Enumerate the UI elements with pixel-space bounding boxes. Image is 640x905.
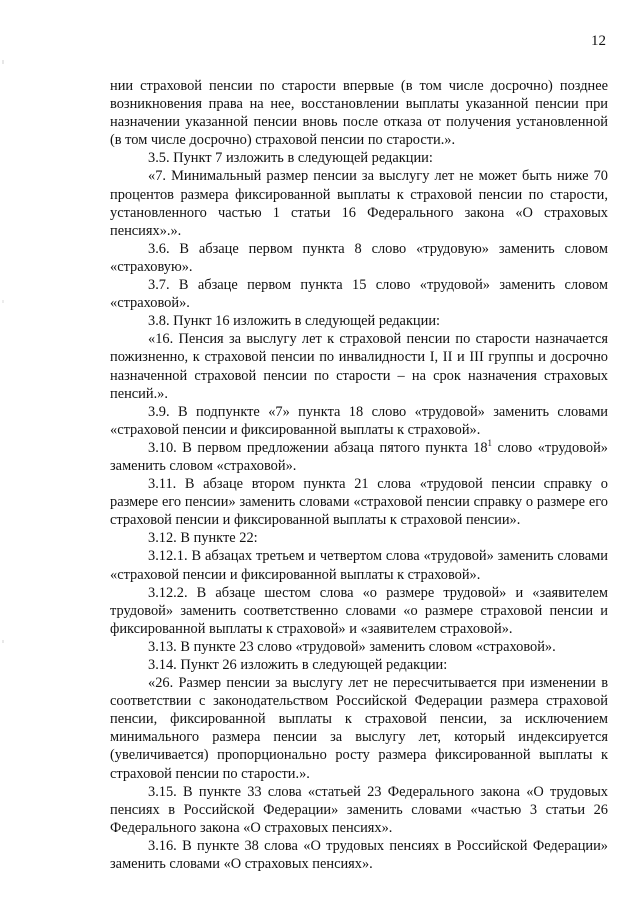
paragraph: 3.12. В пункте 22: — [148, 530, 258, 547]
paragraph: 3.9. В подпункте «7» пункта 18 слово «трудовой» заменить словами «страховой пенсии и фиксированной выплаты к страховой». — [110, 403, 608, 438]
paragraph: 3.7. В абзаце первом пункта 15 слово «трудовой» заменить словом «страховой». — [110, 277, 608, 312]
paragraph: «16. Пенсия за выслугу лет к страховой пенсии по старости назначается пожизненно, к страховой пенсии по инвалидности I, II и III группы и досрочно назначенной страховой пенсии по старости – на срок назначения страховых пенсий.». — [110, 331, 608, 402]
paragraph: нии страховой пенсии по старости впервые (в том числе досрочно) позднее возникновения права на нее, восстановлении выплаты указанной пенсии при назначении указанной пенсии вновь после отказа от получения установленной (в том числе досрочно) страховой пенсии по старости.». — [110, 78, 608, 149]
document-body — [110, 77, 608, 873]
paragraph-3-10 — [110, 439, 608, 475]
paragraph: «26. Размер пенсии за выслугу лет не пересчитывается при изменении в соответствии с законодательством Российской Федерации размера страховой пенсии, фиксированной выплаты к страховой пенсии, за исключением минимального размера пенсии за выслугу лет, который индексируется (увеличивается) пропорционально росту размера фиксированной выплаты к страховой пенсии по старости.». — [110, 675, 608, 782]
paragraph: 3.14. Пункт 26 изложить в следующей редакции: — [148, 657, 448, 673]
paragraph: 3.15. В пункте 33 слова «статьей 23 Федерального закона «О трудовых пенсиях в Российской Федерации» заменить словами «частью 3 статьи 26 Федерального закона «О страховых пенсиях». — [110, 783, 608, 836]
paragraph: 3.12.2. В абзаце шестом слова «о размере трудовой» и «заявителем трудовой» заменить соответственно словами «о размере страховой пенсии и фиксированной выплаты к страховой» и «заявителем страховой». — [110, 584, 608, 637]
paragraph: 3.13. В пункте 23 слово «трудовой» заменить словом «страховой». — [148, 638, 556, 655]
paragraph-text: слово «трудовой» заменить словом «страховой». — [110, 439, 608, 474]
page-number: 12 — [591, 33, 606, 49]
paragraph: 3.6. В абзаце первом пункта 8 слово «трудовую» заменить словом «страховую». — [110, 240, 608, 275]
paragraph: 3.16. В пункте 38 слова «О трудовых пенсиях в Российской Федерации» заменить словами «О страховых пенсиях». — [110, 837, 608, 873]
paragraph: 3.8. Пункт 16 изложить в следующей редакции: — [148, 313, 441, 330]
paragraph: «7. Минимальный размер пенсии за выслугу лет не может быть ниже 70 процентов размера фиксированной выплаты к страховой пенсии по старости, установленного частью 1 статьи 16 Федерального закона «О страховых пенсиях».». — [110, 168, 608, 239]
paragraph-text: 3.10. В первом предложении абзаца пятого пункта 18 — [148, 439, 488, 456]
paragraph: 3.5. Пункт 7 изложить в следующей редакции: — [148, 150, 433, 167]
scan-edge-marks — [2, 0, 5, 905]
paragraph: 3.11. В абзаце втором пункта 21 слова «трудовой пенсии справку о размере его пенсии» заменить словами «страховой пенсии справку о размере его страховой пенсии и фиксированной выплаты к страховой пенсии». — [110, 476, 608, 529]
paragraph: 3.12.1. В абзацах третьем и четвертом слова «трудовой» заменить словами «страховой пенсии и фиксированной выплаты к страховой». — [110, 548, 608, 583]
superscript: 1 — [487, 438, 493, 449]
